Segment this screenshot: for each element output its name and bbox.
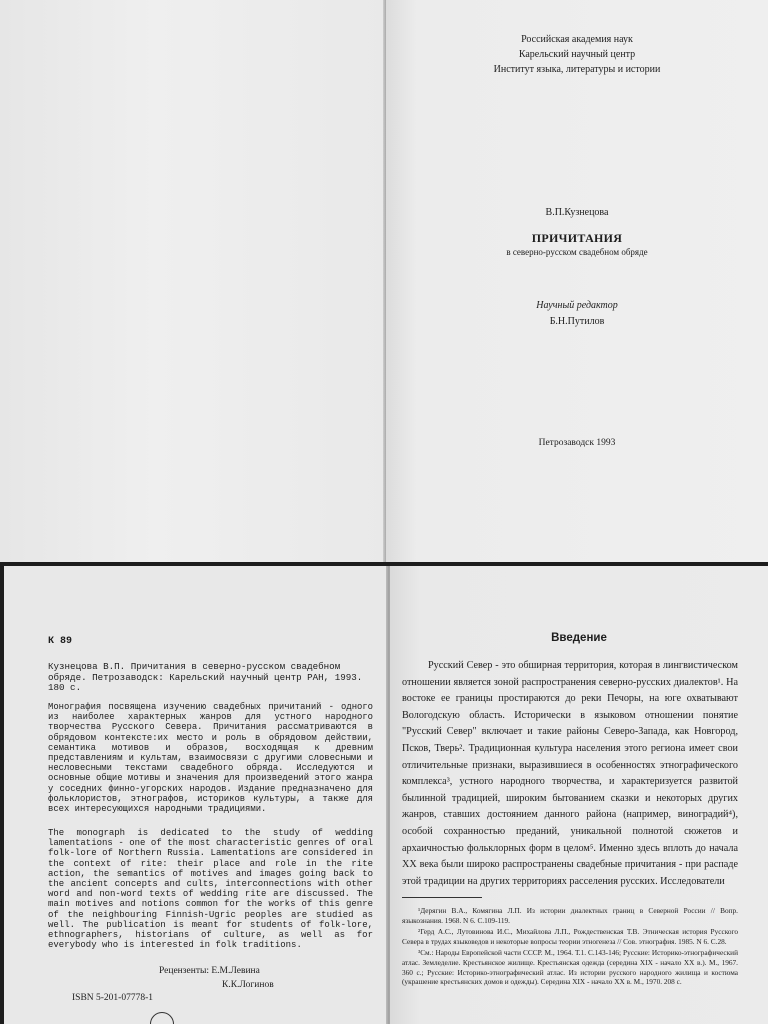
annotation-russian: Монография посвящена изучению свадебных причитаний - одного из наиболее характерных жанров для устного народного творчества Русского Севера. Причитания рассматриваются в обрядовом контексте:их место и роль в обрядовом действии, семантика мотивов и образов, восходящая к древним представлениям и культам, взаимосвязи с другими словесными и несловесными текстами свадебного обряда. Исследуются и основные общие мотивы и значения для произведений этого жанра у соседних финно-угорских народов. Издание предназначено для фольклористов, этнографов, историков культуры, а также для всех интересующихся народными традициями.: [48, 702, 373, 815]
library-code: К 89: [48, 636, 73, 647]
title-page: [386, 0, 768, 562]
institution-line: Российская академия наук: [521, 34, 633, 45]
isbn: ISBN 5-201-07778-1: [72, 993, 154, 1003]
section-heading: Введение: [551, 632, 607, 644]
blank-page: [0, 0, 386, 562]
footnotes: [402, 906, 738, 989]
institution-block: [386, 32, 768, 77]
author-name: В.П.Кузнецова: [545, 207, 609, 218]
annotation-english: The monograph is dedicated to the study of wedding lamentations - one of the most characteristic genres of oral folk-lore of Northern Russia. Lamentations are considered in the context of rite: their place and role in the rite action, the semantics of motives and images going back to the ancient concepts and cults, interconnections with other word and non-word texts of wedding rite are discussed. The main motives and notions common for the works of this genre of the neighbouring Finnish-Ugric peoples are studied as well. The publication is meant for students of folk-lore, ethnographers, historians of culture, as well as for everybody who is interested in folk traditions.: [48, 828, 373, 951]
reviewers-label: Рецензенты:: [159, 966, 209, 976]
editor-name: Б.Н.Путилов: [549, 316, 605, 327]
imprint: Петрозаводск 1993: [538, 438, 616, 448]
footnote: ²Герд А.С., Лутовинова И.С., Михайлова Л.П., Рождественская Т.В. Этническая история Русского Севера в трудах языковедов и некоторые вопросы теории этногенеза // Сов. этнография. 1985. N 6. С.28.: [402, 927, 738, 946]
editor-label: Научный редактор: [536, 300, 618, 311]
institution-line: Институт языка, литературы и истории: [493, 64, 661, 75]
bibliographic-entry: Кузнецова В.П. Причитания в северно-русском свадебном обряде. Петрозаводск: Карельский научный центр РАН, 1993. 180 с.: [48, 661, 363, 693]
copyright-mark-icon: [150, 1012, 174, 1024]
introduction-page: [390, 566, 768, 1024]
institution-line: Карельский научный центр: [518, 49, 636, 60]
footnote: ³См.: Народы Европейской части СССР. М., 1964. Т.1. С.143-146; Русские: Историко-этнографический атлас. Земледелие. Крестьянское жилище. Крестьянская одежда (середина XIX - начало XX в.). М., 1967. 360 с.; Русские: Историко-этнографический атлас. Из истории русского народного жилища и костюма (украшение крестьянских домов и одежды). Середина XIX - начало XX в. М., 1970. 208 с.: [402, 948, 738, 987]
book-subtitle: в северно-русском свадебном обряде: [506, 247, 648, 257]
reviewers-block: [159, 964, 274, 992]
footnote-divider: [402, 897, 482, 898]
reviewer-name: К.К.Логинов: [222, 980, 274, 990]
reviewer-name: Е.М.Левина: [211, 966, 260, 976]
body-paragraph: Русский Север - это обширная территория, которая в лингвистическом отношении является зоной распространения северно-русских диалектов¹. На востоке ее границы простираются до реки Печоры, на юге охватывают Вологодскую область. Исторически в языковом отношении понятие "Русский Север" включает и такие районы Северо-Запада, как Новгород, Псков, Тверь². Традиционная культура населения этого региона имеет свои отличительные признаки, выразившиеся в особенностях этнографического комплекса³, устного народного творчества, и характеризуется развитой былинной традицией, широким бытованием сказки и некоторых других жанров, ставших достоянием данного района (например, виноградий⁴), особой сохранностью преданий, уникальной полнотой сюжетов и архаичностью фольклорных форм в целом⁵. Именно здесь вплоть до начала XX века были широко распространены свадебные причитания - при распаде этой традиции на других территориях расселения русских. Исследователи: [402, 660, 738, 887]
introduction-body: [402, 658, 738, 890]
footnote: ¹Дерягин В.А., Комягина Л.П. Из истории диалектных границ в Северной России // Вопр. языкознания. 1968. N 6. С.109-119.: [402, 906, 738, 925]
colophon-page: [4, 566, 388, 1024]
book-title: ПРИЧИТАНИЯ: [531, 231, 623, 245]
